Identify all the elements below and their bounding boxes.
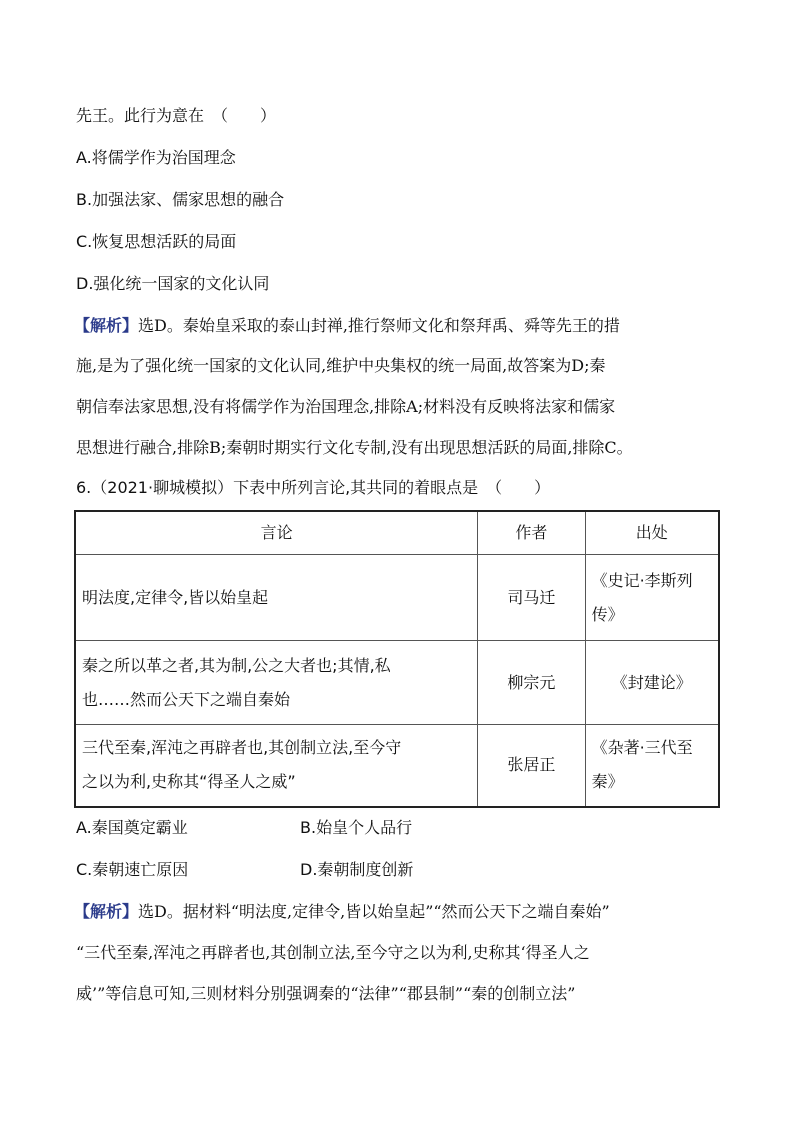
- analysis-tag: 【解析】: [74, 316, 139, 335]
- question5-option-a: A.将儒学作为治国理念: [76, 148, 236, 167]
- question6-analysis-line-2: “三代至秦,浑沌之再辟者也,其创制立法,至今守之以为利,史称其‘得圣人之: [76, 943, 590, 962]
- row1-author: 司马迁: [478, 555, 585, 641]
- table-header-row: [75, 511, 719, 555]
- question5-analysis-line-2: 施,是为了强化统一国家的文化认同,维护中央集权的统一局面,故答案为D;秦: [76, 356, 606, 375]
- question6-option-d: D.秦朝制度创新: [300, 860, 414, 879]
- row3-source-line1: 《杂著·三代至: [591, 738, 693, 758]
- header-quote: 言论: [75, 511, 478, 555]
- row2-author: 柳宗元: [478, 641, 585, 725]
- row3-quote-line2: 之以为利,史称其“得圣人之威”: [82, 772, 296, 792]
- row2-source: [585, 641, 719, 725]
- row3-quote: [75, 725, 478, 807]
- analysis-text: 选D。据材料“明法度,定律令,皆以始皇起”“然而公天下之端自秦始”: [138, 902, 610, 921]
- header-source: 出处: [585, 511, 719, 555]
- question6-option-b: B.始皇个人品行: [300, 818, 413, 837]
- question6-analysis-line-3: 威’”等信息可知,三则材料分别强调秦的“法律”“郡县制”“秦的创制立法”: [76, 984, 576, 1003]
- question6-option-c: C.秦朝速亡原因: [76, 860, 189, 879]
- question5-stem-tail: 先王。此行为意在 （ ）: [76, 106, 277, 125]
- table-row: [75, 555, 719, 641]
- analysis-tag: 【解析】: [74, 902, 139, 921]
- table-row: [75, 725, 719, 807]
- row1-quote-line1: 明法度,定律令,皆以始皇起: [82, 587, 269, 607]
- question5-option-c: C.恢复思想活跃的局面: [76, 232, 237, 251]
- question5-option-b: B.加强法家、儒家思想的融合: [76, 190, 285, 209]
- question6-option-a: A.秦国奠定霸业: [76, 818, 188, 837]
- question5-analysis-line-1: [74, 316, 620, 336]
- quotes-table: [74, 510, 720, 808]
- table-row: [75, 641, 719, 725]
- row2-source-line1: 《封建论》: [611, 672, 692, 692]
- row3-source-line2: 秦》: [591, 772, 624, 792]
- row2-quote-line1: 秦之所以革之者,其为制,公之大者也;其情,私: [82, 655, 391, 675]
- question5-analysis-line-4: 思想进行融合,排除B;秦朝时期实行文化专制,没有出现思想活跃的局面,排除C。: [76, 438, 633, 457]
- analysis-text: 选D。秦始皇采取的泰山封禅,推行祭师文化和祭拜禹、舜等先王的措: [138, 316, 620, 335]
- row3-quote-line1: 三代至秦,浑沌之再辟者也,其创制立法,至今守: [82, 738, 402, 758]
- question6-options-row-2: [76, 860, 414, 880]
- row3-source: [585, 725, 719, 807]
- question5-option-d: D.强化统一国家的文化认同: [76, 274, 270, 293]
- question6-options-row-1: [76, 818, 413, 838]
- row3-author: 张居正: [478, 725, 585, 807]
- row1-quote: [75, 555, 478, 641]
- question6-analysis-line-1: [74, 902, 610, 922]
- row1-source-line1: 《史记·李斯列: [591, 570, 693, 590]
- row1-source: [585, 555, 719, 641]
- row1-source-line2: 传》: [591, 604, 624, 624]
- question6-stem: 6.（2021·聊城模拟）下表中所列言论,其共同的着眼点是 （ ）: [76, 478, 551, 497]
- row2-quote: [75, 641, 478, 725]
- header-author: 作者: [478, 511, 585, 555]
- question5-analysis-line-3: 朝信奉法家思想,没有将儒学作为治国理念,排除A;材料没有反映将法家和儒家: [76, 397, 616, 416]
- row2-quote-line2: 也……然而公天下之端自秦始: [82, 689, 291, 709]
